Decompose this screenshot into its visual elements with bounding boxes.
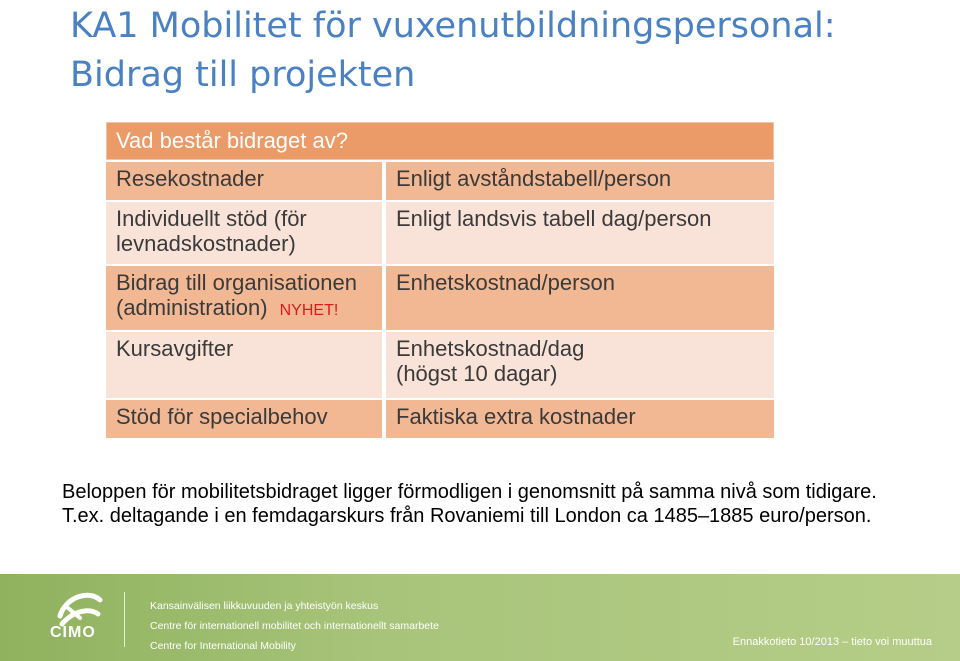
org-name-swedish: Centre för internationell mobilitet och internationellt samarbete xyxy=(150,620,439,632)
footer xyxy=(0,574,960,661)
slide-title: KA1 Mobilitet för vuxenutbildningspersonal: Bidrag till projekten xyxy=(70,6,836,95)
row-label: Stöd för specialbehov xyxy=(106,400,386,438)
row-value: Enligt avståndstabell/person xyxy=(386,162,774,200)
row-label-text: Bidrag till organisationen (administration) xyxy=(116,270,357,320)
table-header: Vad består bidraget av? xyxy=(106,122,774,160)
row-label: Kursavgifter xyxy=(106,332,386,398)
table-row xyxy=(106,200,774,264)
table-row xyxy=(106,330,774,398)
new-badge: NYHET! xyxy=(279,302,339,319)
row-value: Enligt landsvis tabell dag/person xyxy=(386,202,774,264)
row-value: Enhetskostnad/person xyxy=(386,266,774,330)
table-row xyxy=(106,264,774,330)
paragraph-example: T.ex. deltagande i en femdagarskurs från Rovaniemi till London ca 1485–1885 euro/person. xyxy=(62,505,872,527)
row-value: Faktiska extra kostnader xyxy=(386,400,774,438)
body-text xyxy=(62,480,922,528)
table-row xyxy=(106,398,774,438)
organization-names xyxy=(150,596,439,656)
row-value: Enhetskostnad/dag (högst 10 dagar) xyxy=(386,332,774,398)
paragraph-amounts: Beloppen för mobilitetsbidraget ligger förmodligen i genomsnitt på samma nivå som tidigare. xyxy=(62,481,877,503)
grant-table xyxy=(106,122,774,438)
table-row xyxy=(106,160,774,200)
row-label: Individuellt stöd (för levnadskostnader) xyxy=(106,202,386,264)
org-name-finnish: Kansainvälisen liikkuvuuden ja yhteistyön keskus xyxy=(150,600,379,612)
footer-note: Ennakkotieto 10/2013 – tieto voi muuttua xyxy=(732,636,932,648)
row-label: Resekostnader xyxy=(106,162,386,200)
divider xyxy=(124,592,125,647)
org-name-english: Centre for International Mobility xyxy=(150,640,296,652)
logo-text: CIMO xyxy=(50,624,96,641)
row-label xyxy=(106,266,386,330)
